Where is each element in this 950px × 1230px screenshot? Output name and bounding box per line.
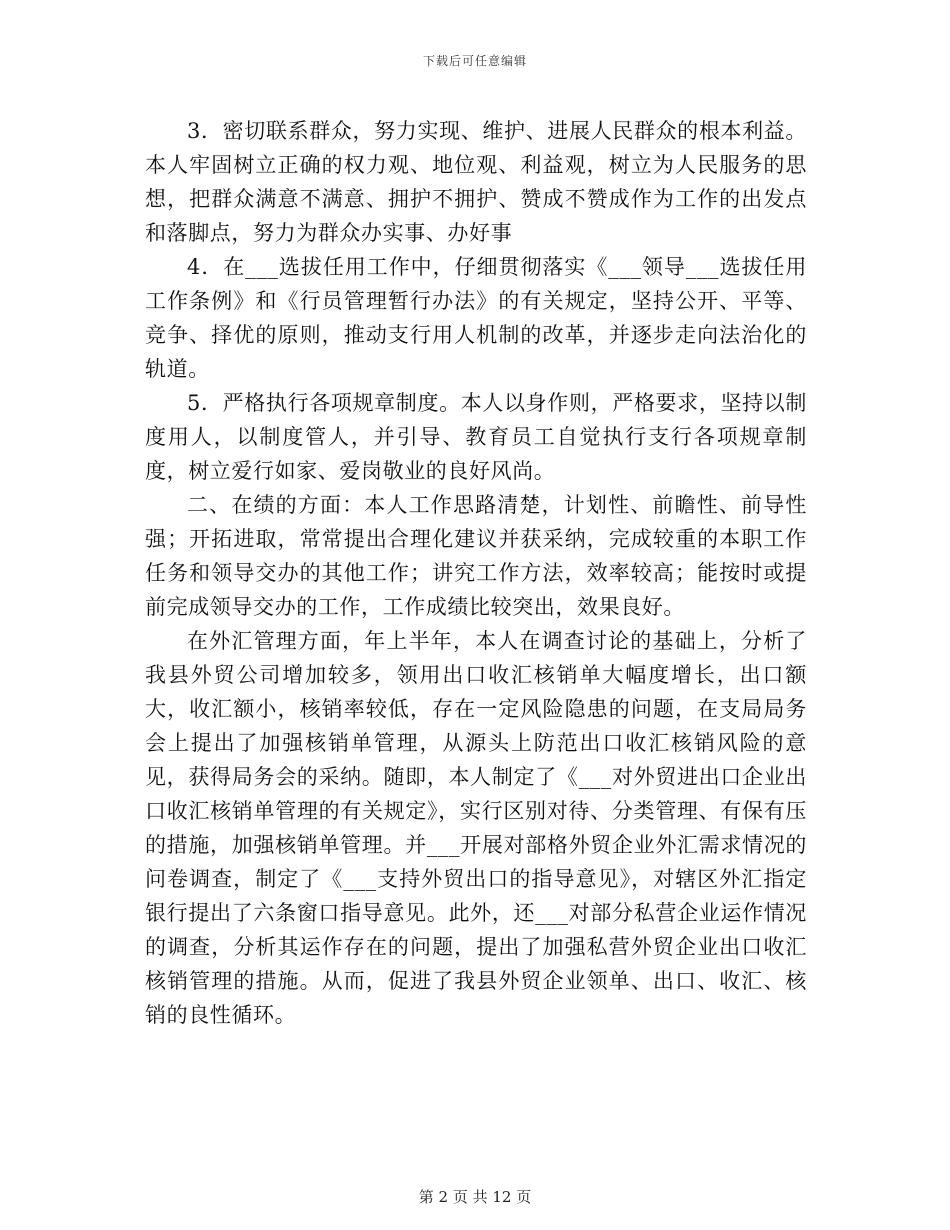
paragraph-item-3: 3．密切联系群众，努力实现、维护、进展人民群众的根本利益。本人牢固树立正确的权力观、地位观、利益观，树立为人民服务的思想，把群众满意不满意、拥护不拥护、赞成不赞成作为工作的出发点和落脚点，努力为群众办实事、办好事	[145, 119, 807, 245]
document-body	[145, 114, 807, 1032]
paragraph-item-4: 4．在___选拔任用工作中，仔细贯彻落实《___领导___选拔任用工作条例》和《行员管理暂行办法》的有关规定，坚持公开、平等、竞争、择优的原则，推动支行用人机制的改革，并逐步走向法治化的轨道。	[145, 255, 807, 381]
paragraph-forex-management: 在外汇管理方面，年上半年，本人在调查讨论的基础上，分析了我县外贸公司增加较多，领用出口收汇核销单大幅度增长，出口额大，收汇额小，核销率较低，存在一定风险隐患的问题，在支局局务会上提出了加强核销单管理，从源头上防范出口收汇核销风险的意见，获得局务会的采纳。随即，本人制定了《___对外贸进出口企业出口收汇核销单管理的有关规定》，实行区别对待、分类管理、有保有压的措施，加强核销单管理。并___开展对部格外贸企业外汇需求情况的问卷调查，制定了《___支持外贸出口的指导意见》，对辖区外汇指定银行提出了六条窗口指导意见。此外，还___对部分私营企业运作情况的调查，分析其运作存在的问题，提出了加强私营外贸企业出口收汇核销管理的措施。从而，促进了我县外贸企业领单、出口、收汇、核销的良性循环。	[145, 629, 807, 1027]
page-header-note: 下载后可任意编辑	[422, 54, 527, 68]
page-number-footer: 第 2 页 共 12 页	[418, 1188, 532, 1206]
paragraph-item-5: 5．严格执行各项规章制度。本人以身作则，严格要求，坚持以制度用人，以制度管人，并引导、教育员工自觉执行支行各项规章制度，树立爱行如家、爱岗敬业的良好风尚。	[145, 391, 807, 483]
paragraph-performance: 二、在绩的方面：本人工作思路清楚，计划性、前瞻性、前导性强；开拓进取，常常提出合理化建议并获采纳，完成较重的本职工作任务和领导交办的其他工作；讲究工作方法，效率较高；能按时或提前完成领导交办的工作，工作成绩比较突出，效果良好。	[145, 493, 807, 619]
